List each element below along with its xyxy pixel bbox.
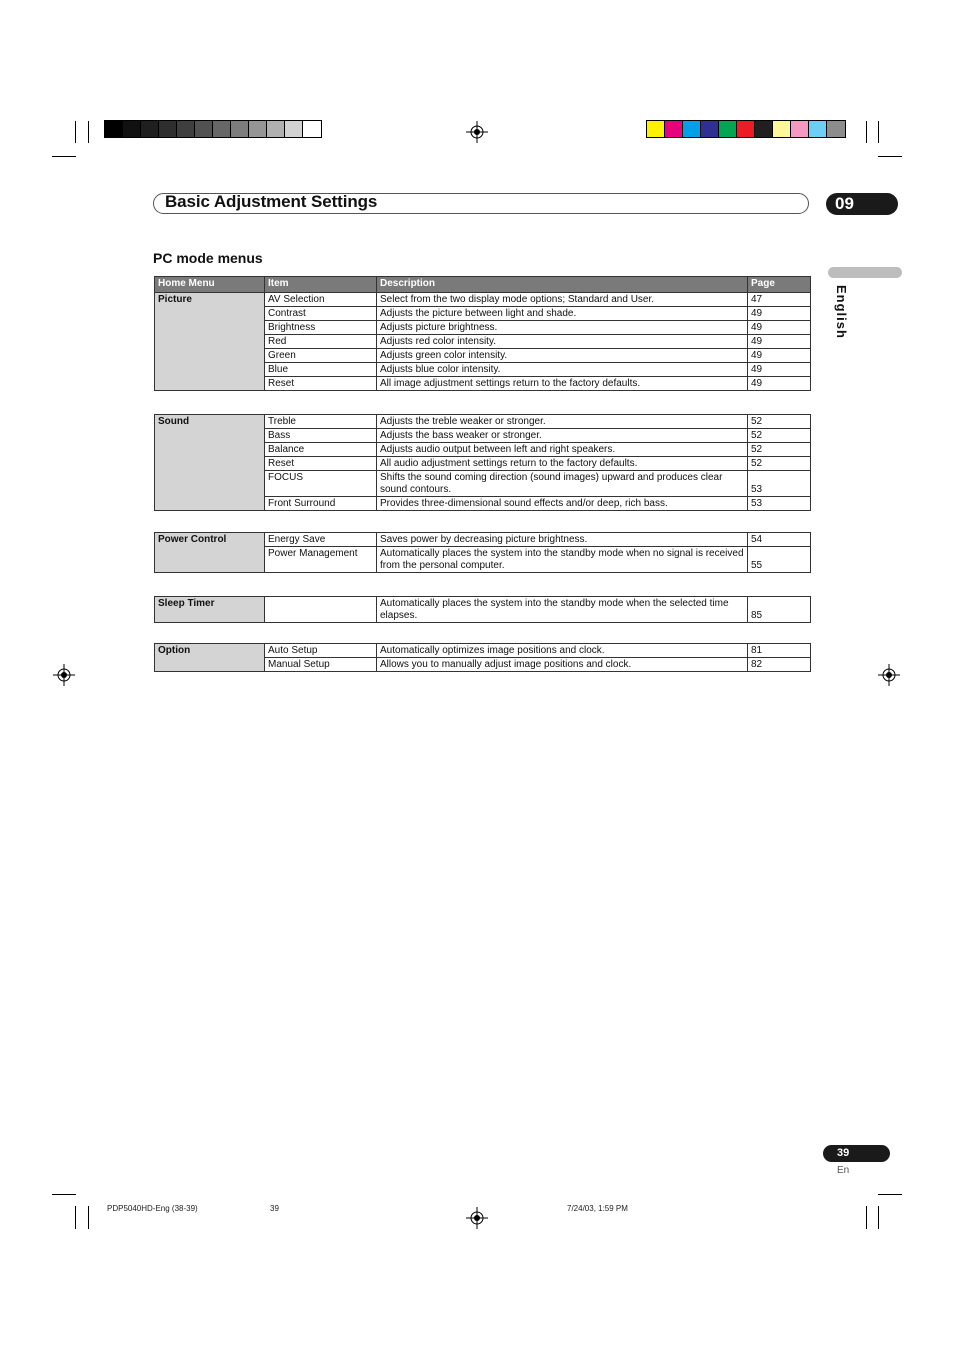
column-header-description: Description (377, 277, 748, 293)
crop-mark (866, 121, 867, 143)
column-header-home-menu: Home Menu (155, 277, 265, 293)
item-cell: Green (265, 349, 377, 363)
page-cell: 49 (748, 307, 811, 321)
item-cell: Brightness (265, 321, 377, 335)
registration-target-icon (878, 664, 900, 686)
page-cell: 85 (748, 597, 811, 623)
crop-mark (52, 1194, 76, 1195)
item-cell (265, 597, 377, 623)
calibration-swatch (665, 121, 683, 137)
description-cell: Automatically optimizes image positions and clock. (377, 644, 748, 658)
calibration-swatch (773, 121, 791, 137)
description-cell: Automatically places the system into the standby mode when the selected time elapses. (377, 597, 748, 623)
page-cell: 54 (748, 533, 811, 547)
item-cell: Front Surround (265, 497, 377, 511)
description-cell: Allows you to manually adjust image positions and clock. (377, 658, 748, 672)
crop-mark (878, 1206, 879, 1229)
description-cell: Adjusts audio output between left and right speakers. (377, 443, 748, 457)
calibration-swatch (267, 121, 285, 137)
description-cell: Adjusts the picture between light and shade. (377, 307, 748, 321)
page-number-badge: 39 (823, 1145, 890, 1162)
item-cell: Manual Setup (265, 658, 377, 672)
description-cell: All image adjustment settings return to the factory defaults. (377, 377, 748, 391)
item-cell: Reset (265, 457, 377, 471)
description-cell: Adjusts red color intensity. (377, 335, 748, 349)
calibration-swatch (141, 121, 159, 137)
home-menu-cell: Sleep Timer (155, 597, 265, 623)
description-cell: Adjusts green color intensity. (377, 349, 748, 363)
print-slug-file: PDP5040HD-Eng (38-39) (107, 1204, 198, 1213)
menu-table-sound (154, 414, 811, 511)
page-language: En (837, 1165, 850, 1176)
calibration-swatch (755, 121, 773, 137)
description-cell: Adjusts the treble weaker or stronger. (377, 415, 748, 429)
item-cell: Energy Save (265, 533, 377, 547)
page-cell: 53 (748, 497, 811, 511)
calibration-swatch (303, 121, 321, 137)
calibration-swatch (105, 121, 123, 137)
color-calibration-strip (646, 120, 846, 138)
crop-mark (866, 1206, 867, 1229)
description-cell: Shifts the sound coming direction (sound images) upward and produces clear sound contours. (377, 471, 748, 497)
description-cell: Adjusts blue color intensity. (377, 363, 748, 377)
calibration-swatch (249, 121, 267, 137)
page-cell: 81 (748, 644, 811, 658)
language-label: English (834, 285, 849, 339)
item-cell: Balance (265, 443, 377, 457)
description-cell: Adjusts picture brightness. (377, 321, 748, 335)
page-cell: 55 (748, 547, 811, 573)
item-cell: Red (265, 335, 377, 349)
item-cell: Contrast (265, 307, 377, 321)
crop-mark (878, 156, 902, 157)
item-cell: Bass (265, 429, 377, 443)
print-slug-page: 39 (270, 1204, 279, 1213)
crop-mark (878, 1194, 902, 1195)
calibration-swatch (213, 121, 231, 137)
crop-mark (75, 1206, 76, 1229)
description-cell: All audio adjustment settings return to the factory defaults. (377, 457, 748, 471)
menu-table-sleep-timer (154, 596, 811, 623)
home-menu-cell: Power Control (155, 533, 265, 573)
item-cell: Reset (265, 377, 377, 391)
item-cell: FOCUS (265, 471, 377, 497)
column-header-page: Page (748, 277, 811, 293)
menu-table-option (154, 643, 811, 672)
crop-mark (75, 121, 76, 143)
crop-mark (52, 156, 76, 157)
home-menu-cell: Sound (155, 415, 265, 511)
calibration-swatch (159, 121, 177, 137)
page-cell: 49 (748, 335, 811, 349)
item-cell: Auto Setup (265, 644, 377, 658)
menu-table-power-control (154, 532, 811, 573)
calibration-swatch (177, 121, 195, 137)
column-header-item: Item (265, 277, 377, 293)
calibration-swatch (737, 121, 755, 137)
page-cell: 53 (748, 471, 811, 497)
item-cell: Treble (265, 415, 377, 429)
home-menu-cell: Option (155, 644, 265, 672)
page-cell: 52 (748, 457, 811, 471)
page-cell: 49 (748, 321, 811, 335)
menu-table-picture (154, 276, 811, 391)
crop-mark (88, 121, 89, 143)
description-cell: Provides three-dimensional sound effects and/or deep, rich bass. (377, 497, 748, 511)
calibration-swatch (285, 121, 303, 137)
page-cell: 49 (748, 349, 811, 363)
calibration-swatch (719, 121, 737, 137)
registration-target-icon (466, 121, 488, 143)
description-cell: Saves power by decreasing picture brightness. (377, 533, 748, 547)
calibration-swatch (231, 121, 249, 137)
calibration-swatch (827, 121, 845, 137)
page-cell: 52 (748, 443, 811, 457)
item-cell: AV Selection (265, 293, 377, 307)
page-title: Basic Adjustment Settings (165, 192, 378, 211)
item-cell: Power Management (265, 547, 377, 573)
section-title: PC mode menus (153, 250, 263, 266)
home-menu-cell: Picture (155, 293, 265, 391)
calibration-swatch (683, 121, 701, 137)
description-cell: Select from the two display mode options; Standard and User. (377, 293, 748, 307)
page-cell: 52 (748, 429, 811, 443)
page-cell: 49 (748, 363, 811, 377)
page-cell: 47 (748, 293, 811, 307)
page-cell: 82 (748, 658, 811, 672)
registration-target-icon (53, 664, 75, 686)
item-cell: Blue (265, 363, 377, 377)
registration-target-icon (466, 1207, 488, 1229)
crop-mark (88, 1206, 89, 1229)
calibration-swatch (701, 121, 719, 137)
chapter-badge: 09 (826, 193, 898, 215)
description-cell: Automatically places the system into the standby mode when no signal is received from the personal computer. (377, 547, 748, 573)
calibration-swatch (647, 121, 665, 137)
language-tab (828, 267, 902, 278)
calibration-swatch (809, 121, 827, 137)
description-cell: Adjusts the bass weaker or stronger. (377, 429, 748, 443)
calibration-swatch (123, 121, 141, 137)
page-cell: 49 (748, 377, 811, 391)
calibration-swatch (791, 121, 809, 137)
crop-mark (878, 121, 879, 143)
calibration-swatch (195, 121, 213, 137)
page-cell: 52 (748, 415, 811, 429)
print-slug-date: 7/24/03, 1:59 PM (567, 1204, 628, 1213)
grayscale-calibration-strip (104, 120, 322, 138)
